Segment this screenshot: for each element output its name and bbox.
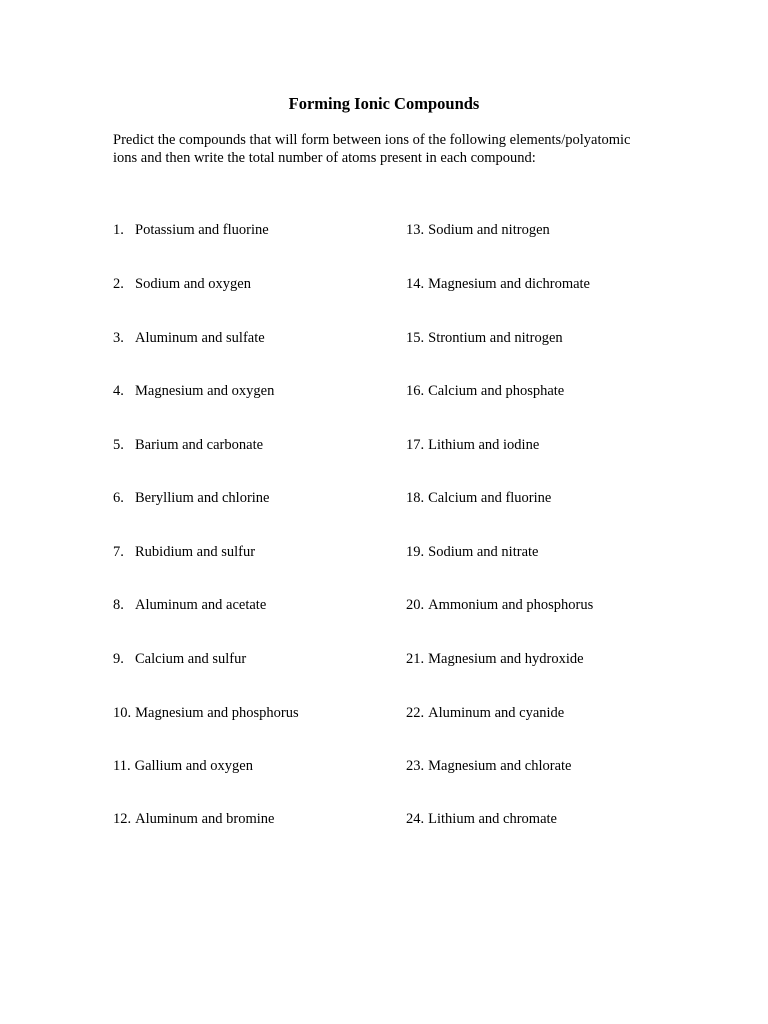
item-text: Barium and carbonate [135, 437, 264, 453]
item-text: Aluminum and bromine [135, 811, 275, 827]
item-number: 23. [406, 758, 425, 774]
list-item [113, 757, 253, 775]
item-number: 14. [406, 276, 425, 292]
item-number: 7. [113, 544, 124, 560]
item-number: 5. [113, 437, 124, 453]
item-text: Magnesium and dichromate [428, 276, 590, 292]
list-item [113, 489, 270, 507]
list-item [406, 543, 538, 561]
item-number: 9. [113, 651, 124, 667]
item-number: 20. [406, 597, 425, 613]
item-text: Ammonium and phosphorus [428, 597, 594, 613]
list-item [113, 275, 251, 293]
list-item [113, 329, 265, 347]
item-number: 1. [113, 222, 124, 238]
item-text: Magnesium and oxygen [135, 383, 275, 399]
item-text: Sodium and nitrate [428, 544, 539, 560]
item-number: 10. [113, 705, 132, 721]
item-text: Strontium and nitrogen [428, 330, 563, 346]
item-text: Calcium and sulfur [135, 651, 247, 667]
item-text: Lithium and iodine [428, 437, 540, 453]
item-text: Potassium and fluorine [135, 222, 269, 238]
item-number: 22. [406, 705, 425, 721]
item-text: Beryllium and chlorine [135, 490, 270, 506]
item-number: 18. [406, 490, 425, 506]
item-number: 8. [113, 597, 124, 613]
item-number: 3. [113, 330, 124, 346]
list-item [113, 382, 274, 400]
list-item [406, 329, 563, 347]
list-item [113, 221, 269, 239]
list-item [406, 704, 564, 722]
list-item [113, 650, 246, 668]
item-number: 4. [113, 383, 124, 399]
item-number: 24. [406, 811, 425, 827]
item-number: 6. [113, 490, 124, 506]
list-item [406, 275, 590, 293]
list-item [406, 436, 539, 454]
item-text: Aluminum and acetate [135, 597, 267, 613]
list-item [406, 810, 557, 828]
item-text: Gallium and oxygen [134, 758, 253, 774]
item-number: 11. [113, 758, 131, 774]
list-item [113, 543, 255, 561]
item-text: Calcium and phosphate [428, 383, 565, 399]
item-number: 13. [406, 222, 425, 238]
list-item [406, 221, 550, 239]
list-item [113, 704, 299, 722]
item-number: 12. [113, 811, 132, 827]
item-number: 21. [406, 651, 425, 667]
item-text: Rubidium and sulfur [135, 544, 256, 560]
list-item [406, 382, 564, 400]
list-item [406, 650, 584, 668]
instructions-text: Predict the compounds that will form between ions of the following elements/polyatomic ions and then write the total number of atoms present in each compound: [113, 132, 631, 166]
item-text: Aluminum and sulfate [135, 330, 265, 346]
item-number: 19. [406, 544, 425, 560]
list-item [406, 596, 593, 614]
item-text: Magnesium and hydroxide [428, 651, 584, 667]
list-item [113, 810, 274, 828]
item-text: Calcium and fluorine [428, 490, 552, 506]
page-title: Forming Ionic Compounds [288, 94, 480, 113]
item-text: Lithium and chromate [428, 811, 557, 827]
list-item [406, 757, 571, 775]
list-item [113, 596, 266, 614]
item-text: Magnesium and chlorate [428, 758, 572, 774]
item-text: Sodium and nitrogen [428, 222, 550, 238]
item-text: Aluminum and cyanide [428, 705, 565, 721]
item-number: 2. [113, 276, 124, 292]
item-text: Magnesium and phosphorus [135, 705, 299, 721]
item-text: Sodium and oxygen [135, 276, 251, 292]
item-number: 16. [406, 383, 425, 399]
item-number: 17. [406, 437, 425, 453]
list-item [406, 489, 551, 507]
item-number: 15. [406, 330, 425, 346]
list-item [113, 436, 263, 454]
